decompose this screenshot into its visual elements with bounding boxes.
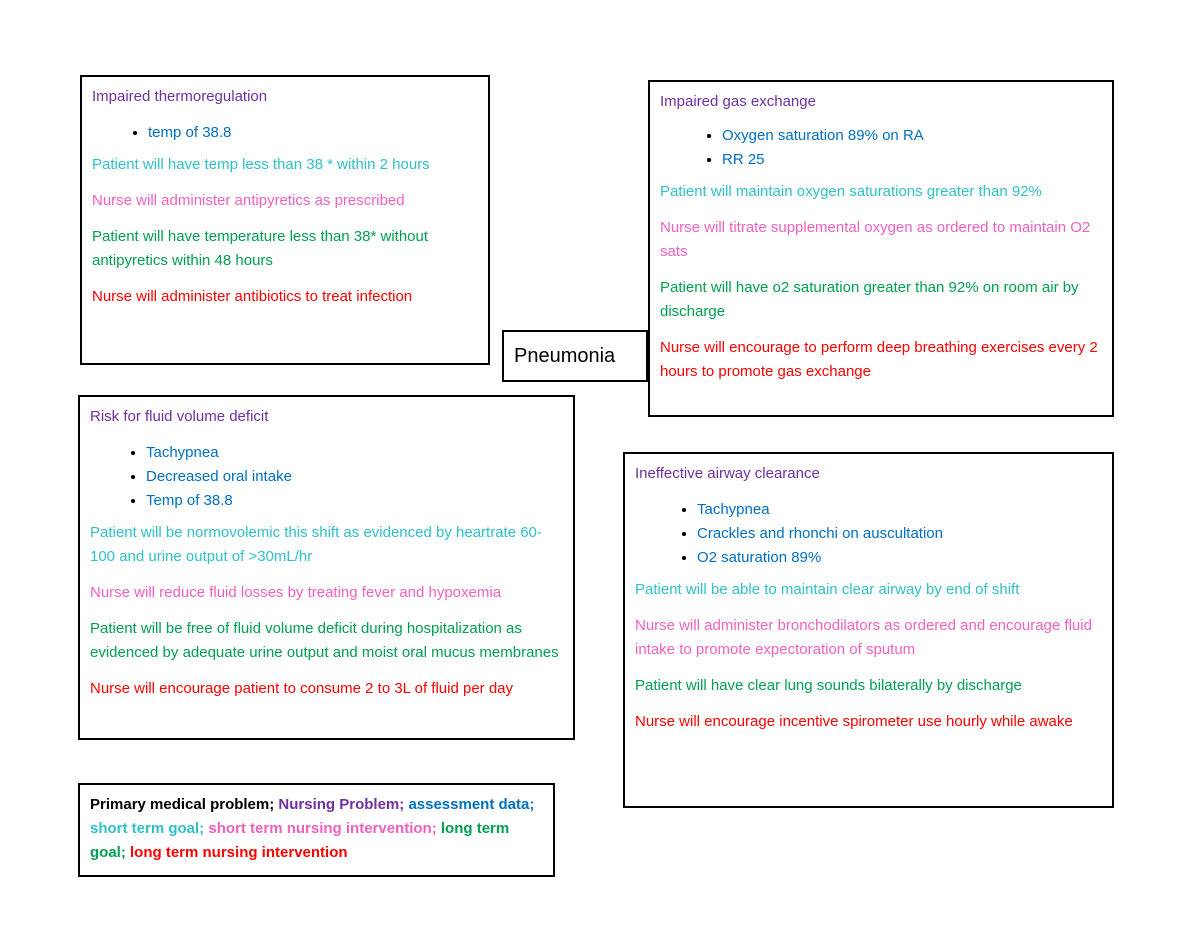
assessment-item: • Oxygen saturation 89% on RA (722, 124, 1102, 148)
legend-primary: Primary medical problem; (90, 796, 275, 813)
short-term-goal: Patient will be able to maintain clear airway by end of shift (635, 581, 1020, 598)
assessment-item: • Temp of 38.8 (146, 489, 563, 513)
assessment-list (635, 498, 1102, 570)
long-term-intervention: Nurse will administer antibiotics to treat infection (92, 288, 413, 305)
long-term-goal: Patient will have clear lung sounds bilaterally by discharge (635, 677, 1022, 694)
assessment-list (660, 124, 1102, 172)
primary-problem-label: Pneumonia (514, 345, 616, 367)
short-term-intervention: Nurse will reduce fluid losses by treating fever and hypoxemia (90, 584, 502, 601)
nursing-problem: Risk for fluid volume deficit (90, 408, 269, 425)
long-term-goal: Patient will have o2 saturation greater than 92% on room air by discharge (660, 279, 1079, 320)
gas-exchange-box (648, 80, 1114, 417)
color-legend (78, 783, 555, 877)
long-term-goal: Patient will be free of fluid volume deficit during hospitalization as evidenced by adequate urine output and moist oral mucus membranes (90, 620, 559, 661)
assessment-item: • Decreased oral intake (146, 465, 563, 489)
long-term-goal: Patient will have temperature less than 38* without antipyretics within 48 hours (92, 228, 429, 269)
airway-clearance-box (623, 452, 1114, 808)
legend-long-term-intervention: long term nursing intervention (130, 844, 348, 861)
assessment-item: • Tachypnea (146, 441, 563, 465)
long-term-intervention: Nurse will encourage to perform deep breathing exercises every 2 hours to promote gas exchange (660, 339, 1098, 380)
short-term-goal: Patient will be normovolemic this shift as evidenced by heartrate 60-100 and urine output of >30mL/hr (90, 524, 542, 565)
short-term-intervention: Nurse will administer antipyretics as prescribed (92, 192, 405, 209)
nursing-problem: Impaired gas exchange (660, 93, 816, 110)
legend-short-term-goal: short term goal; (90, 820, 205, 837)
nursing-problem: Ineffective airway clearance (635, 465, 820, 482)
assessment-list (90, 441, 563, 513)
short-term-goal: Patient will have temp less than 38 * within 2 hours (92, 156, 430, 173)
short-term-intervention: Nurse will titrate supplemental oxygen as ordered to maintain O2 sats (660, 219, 1091, 260)
legend-long-term-goal: long term goal; (90, 820, 510, 861)
legend-assessment: assessment data; (408, 796, 535, 813)
assessment-item: • RR 25 (722, 148, 1102, 172)
assessment-item: • O2 saturation 89% (697, 546, 1102, 570)
thermoregulation-box (80, 75, 490, 365)
fluid-volume-box (78, 395, 575, 740)
long-term-intervention: Nurse will encourage incentive spirometer use hourly while awake (635, 713, 1073, 730)
assessment-item: • Crackles and rhonchi on auscultation (697, 522, 1102, 546)
assessment-item: • temp of 38.8 (148, 121, 478, 145)
long-term-intervention: Nurse will encourage patient to consume 2 to 3L of fluid per day (90, 680, 514, 697)
assessment-list (92, 121, 478, 145)
short-term-intervention: Nurse will administer bronchodilators as ordered and encourage fluid intake to promote expectoration of sputum (635, 617, 1092, 658)
legend-nursing-problem: Nursing Problem; (278, 796, 405, 813)
primary-problem-box (502, 330, 648, 382)
nursing-problem: Impaired thermoregulation (92, 88, 268, 105)
assessment-item: • Tachypnea (697, 498, 1102, 522)
short-term-goal: Patient will maintain oxygen saturations greater than 92% (660, 183, 1042, 200)
legend-short-term-intervention: short term nursing intervention; (208, 820, 437, 837)
